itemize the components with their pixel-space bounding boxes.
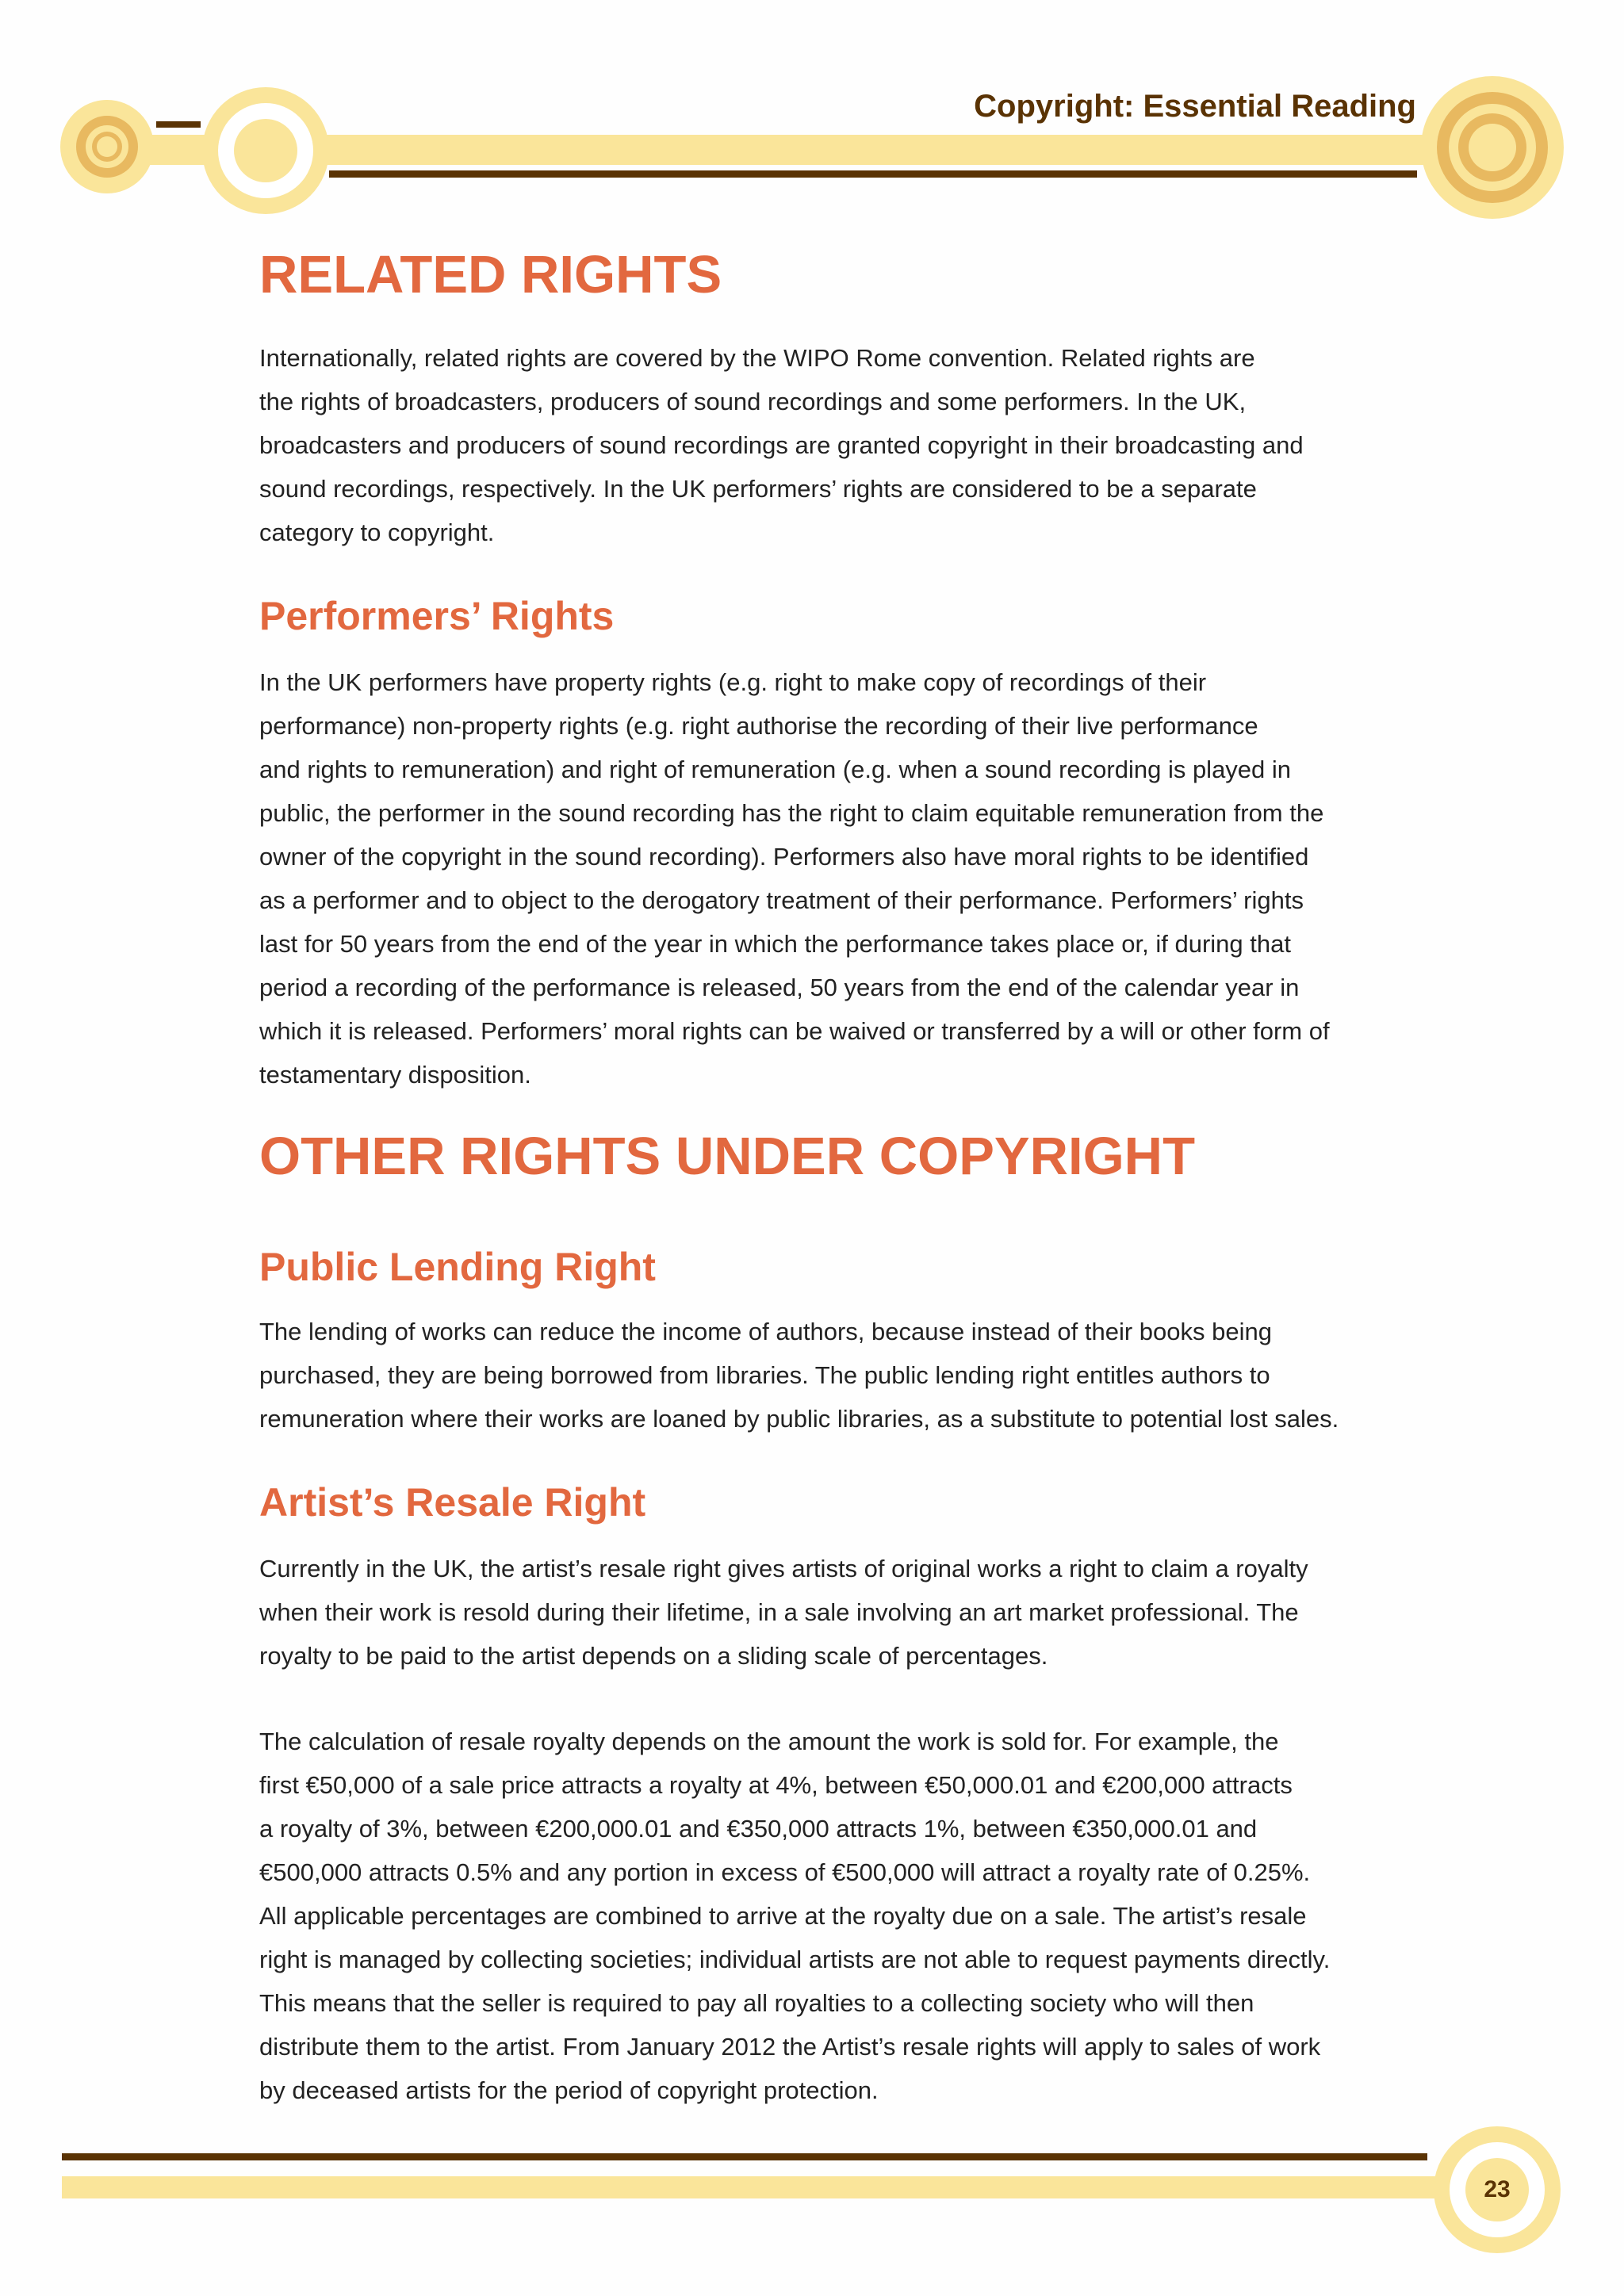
text-line: The calculation of resale royalty depends on the amount the work is sold for. For example, the [259, 1728, 1279, 1755]
header-rule [329, 170, 1417, 178]
text-line: All applicable percentages are combined to arrive at the royalty due on a sale. The artist’s resale [259, 1902, 1307, 1930]
header-left-ornament-dot [97, 136, 117, 157]
header-mid-ornament-core [234, 119, 297, 182]
text-line: Currently in the UK, the artist’s resale right gives artists of original works a right to claim a royalty [259, 1555, 1308, 1582]
text-line: distribute them to the artist. From January 2012 the Artist’s resale rights will apply to sales of work [259, 2033, 1321, 2061]
text-line: the rights of broadcasters, producers of sound recordings and some performers. In the UK, [259, 388, 1247, 415]
subheading-artists-resale-right: Artist’s Resale Right [259, 1480, 646, 1525]
text-line: The lending of works can reduce the income of authors, because instead of their books being [259, 1318, 1272, 1345]
text-line: which it is released. Performers’ moral rights can be waived or transferred by a will or other form of [259, 1017, 1330, 1045]
text-line: royalty to be paid to the artist depends on a sliding scale of percentages. [259, 1642, 1048, 1670]
footer-rule [62, 2153, 1427, 2160]
text-line: €500,000 attracts 0.5% and any portion in excess of €500,000 will attract a royalty rate of 0.25%. [259, 1858, 1311, 1886]
paragraph-artists-resale-right [259, 1547, 1308, 1678]
text-line: by deceased artists for the period of copyright protection. [259, 2076, 879, 2104]
paragraph-public-lending-right [259, 1310, 1339, 1441]
subheading-public-lending-right: Public Lending Right [259, 1245, 656, 1289]
section-heading-related-rights: RELATED RIGHTS [259, 245, 722, 304]
text-line: In the UK performers have property rights (e.g. right to make copy of recordings of their [259, 668, 1207, 696]
text-line: period a recording of the performance is released, 50 years from the end of the calendar year in [259, 974, 1300, 1001]
text-line: as a performer and to object to the derogatory treatment of their performance. Performers’ rights [259, 886, 1304, 914]
text-line: public, the performer in the sound recording has the right to claim equitable remuneration from the [259, 799, 1324, 827]
text-line: when their work is resold during their lifetime, in a sale involving an art market professional. The [259, 1598, 1299, 1626]
text-line: sound recordings, respectively. In the UK performers’ rights are considered to be a separate [259, 475, 1257, 503]
footer-bar [62, 2176, 1457, 2198]
text-line: last for 50 years from the end of the year in which the performance takes place or, if during that [259, 930, 1291, 958]
text-line: first €50,000 of a sale price attracts a royalty at 4%, between €50,000.01 and €200,000 attracts [259, 1771, 1293, 1799]
paragraph-related-rights [259, 336, 1304, 554]
header-right-ornament-core [1469, 124, 1516, 171]
text-line: This means that the seller is required to pay all royalties to a collecting society who will then [259, 1989, 1254, 2017]
text-line: a royalty of 3%, between €200,000.01 and €350,000 attracts 1%, between €350,000.01 and [259, 1815, 1258, 1843]
text-line: Internationally, related rights are covered by the WIPO Rome convention. Related rights are [259, 344, 1255, 372]
paragraph-performers-rights [259, 660, 1330, 1096]
text-line: right is managed by collecting societies; individual artists are not able to request payments directly. [259, 1946, 1331, 1973]
text-line: performance) non-property rights (e.g. right authorise the recording of their live performance [259, 712, 1258, 740]
page-number: 23 [1484, 2176, 1511, 2202]
text-line: broadcasters and producers of sound recordings are granted copyright in their broadcasting and [259, 431, 1304, 459]
text-line: remuneration where their works are loaned by public libraries, as a substitute to potential lost sales. [259, 1405, 1339, 1433]
header-dash [156, 121, 201, 128]
text-line: category to copyright. [259, 519, 495, 546]
subheading-performers-rights: Performers’ Rights [259, 594, 615, 638]
running-header-title: Copyright: Essential Reading [974, 89, 1416, 124]
paragraph-resale-royalty-calculation [259, 1720, 1330, 2112]
footer-ornament-core [1465, 2158, 1529, 2221]
text-line: purchased, they are being borrowed from libraries. The public lending right entitles authors to [259, 1361, 1270, 1389]
text-line: testamentary disposition. [259, 1061, 531, 1089]
text-line: and rights to remuneration) and right of remuneration (e.g. when a sound recording is played in [259, 756, 1292, 783]
section-heading-other-rights: OTHER RIGHTS UNDER COPYRIGHT [259, 1127, 1195, 1186]
text-line: owner of the copyright in the sound recording). Performers also have moral rights to be identified [259, 843, 1309, 871]
